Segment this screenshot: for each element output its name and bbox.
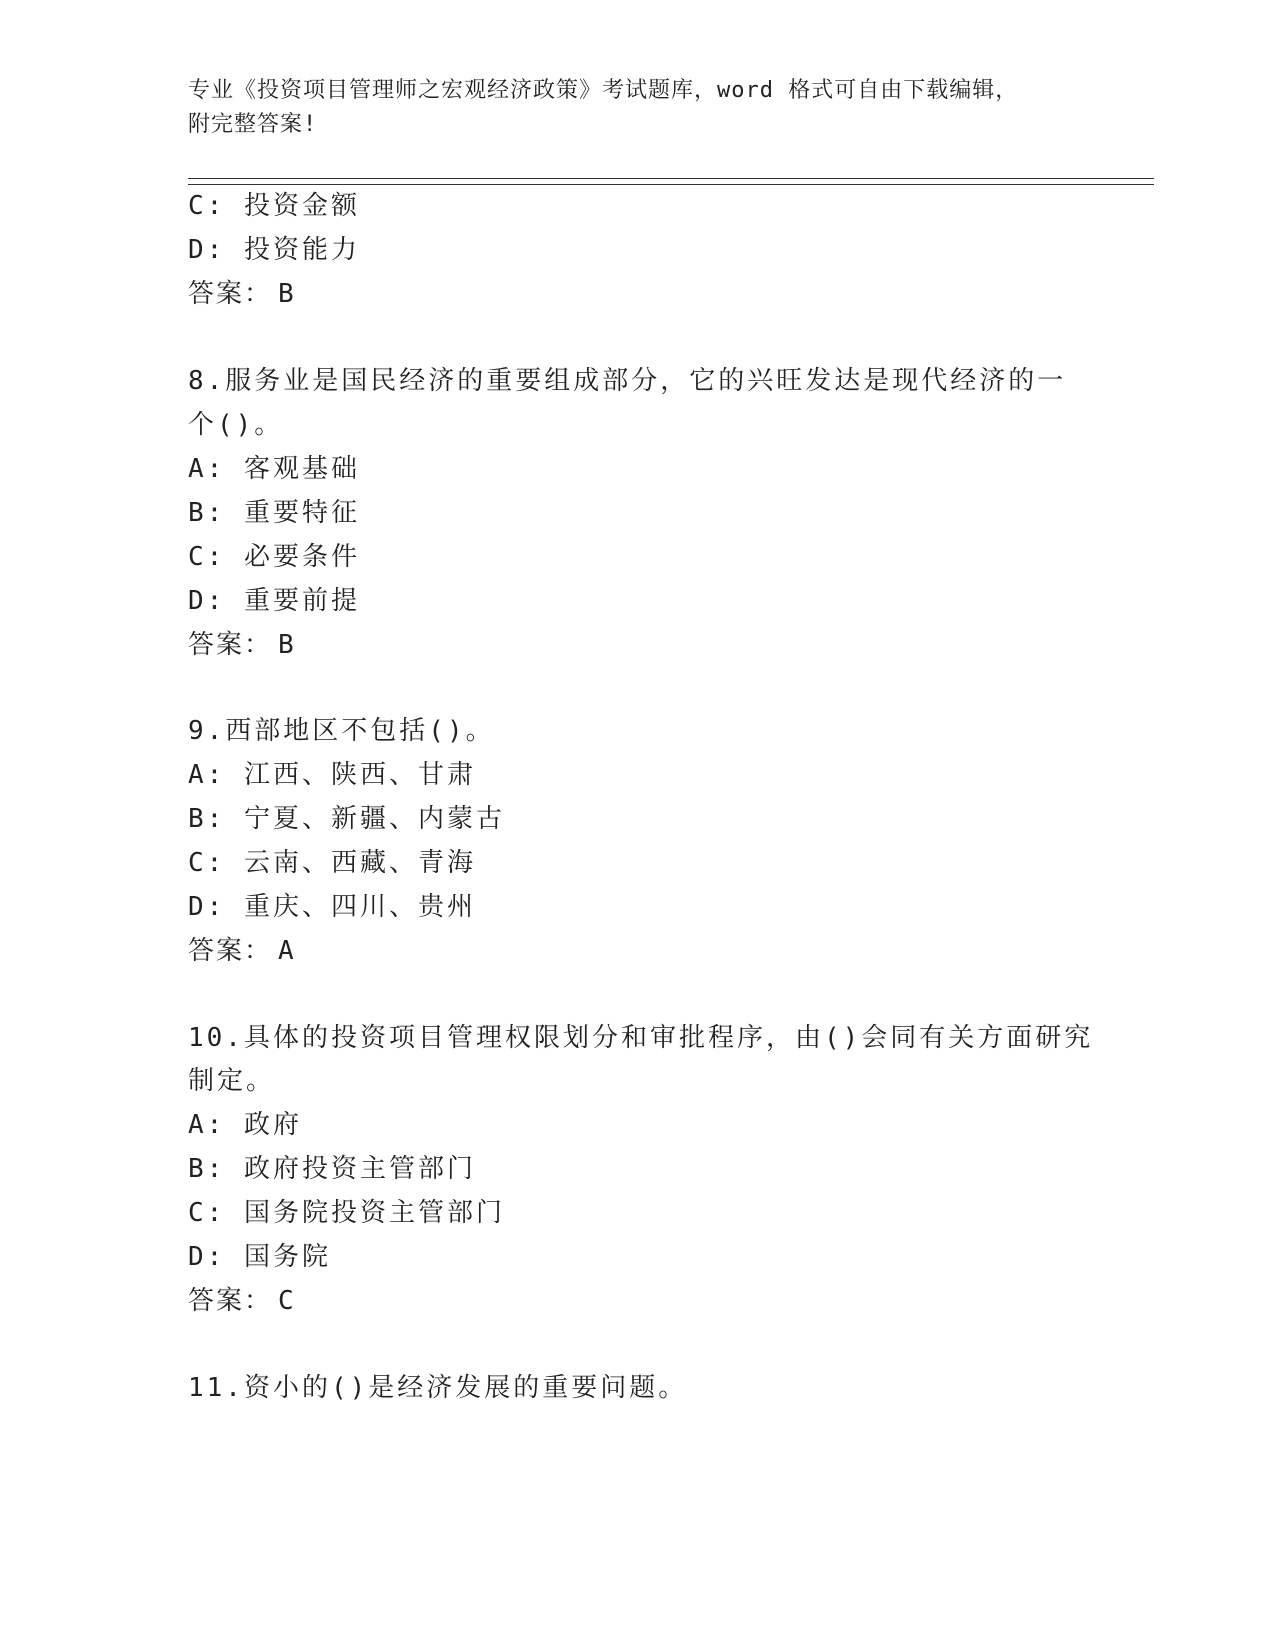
q9-stem-line-1: 9.西部地区不包括()。 [188,716,495,746]
q8-option-c: C: 必要条件 [188,542,360,572]
q8-option-b: B: 重要特征 [188,498,360,528]
answer-value: A [278,936,296,966]
q11-stem-line-1: 11.资小的()是经济发展的重要问题。 [188,1373,688,1403]
q9-option-c: C: 云南、西藏、青海 [188,848,476,878]
header-divider-bottom [188,184,1154,185]
q8-option-a: A: 客观基础 [188,454,360,484]
header-line-2: 附完整答案! [188,112,318,137]
q10-answer [188,1283,296,1319]
q8-answer [188,627,296,663]
q10-stem-line-2: 制定。 [188,1066,276,1096]
answer-value: C [278,1286,296,1316]
q10-option-b: B: 政府投资主管部门 [188,1154,476,1184]
q9-option-b: B: 宁夏、新疆、内蒙古 [188,804,505,834]
q8-stem-line-2: 个()。 [188,410,284,440]
document-header [188,74,1078,142]
q10-option-d: D: 国务院 [188,1242,331,1272]
q7-answer [188,276,296,312]
q7-option-c: C: 投资金额 [188,191,360,221]
q9-option-d: D: 重庆、四川、贵州 [188,892,476,922]
q8-stem-line-1: 8.服务业是国民经济的重要组成部分，它的兴旺发达是现代经济的一 [188,366,1067,396]
answer-label: 答案： [188,936,273,966]
answer-value: B [278,279,296,309]
q10-stem-line-1: 10.具体的投资项目管理权限划分和审批程序，由()会同有关方面研究 [188,1023,1094,1053]
q9-answer [188,933,296,969]
answer-label: 答案： [188,279,273,309]
q9-option-a: A: 江西、陕西、甘肃 [188,760,476,790]
header-line-1: 专业《投资项目管理师之宏观经济政策》考试题库，word 格式可自由下载编辑， [188,78,1019,103]
answer-label: 答案： [188,630,273,660]
answer-label: 答案： [188,1286,273,1316]
q10-option-a: A: 政府 [188,1110,302,1140]
q7-option-d: D: 投资能力 [188,235,360,265]
answer-value: B [278,630,296,660]
q8-option-d: D: 重要前提 [188,586,360,616]
q10-option-c: C: 国务院投资主管部门 [188,1198,505,1228]
header-divider-top [188,178,1154,179]
